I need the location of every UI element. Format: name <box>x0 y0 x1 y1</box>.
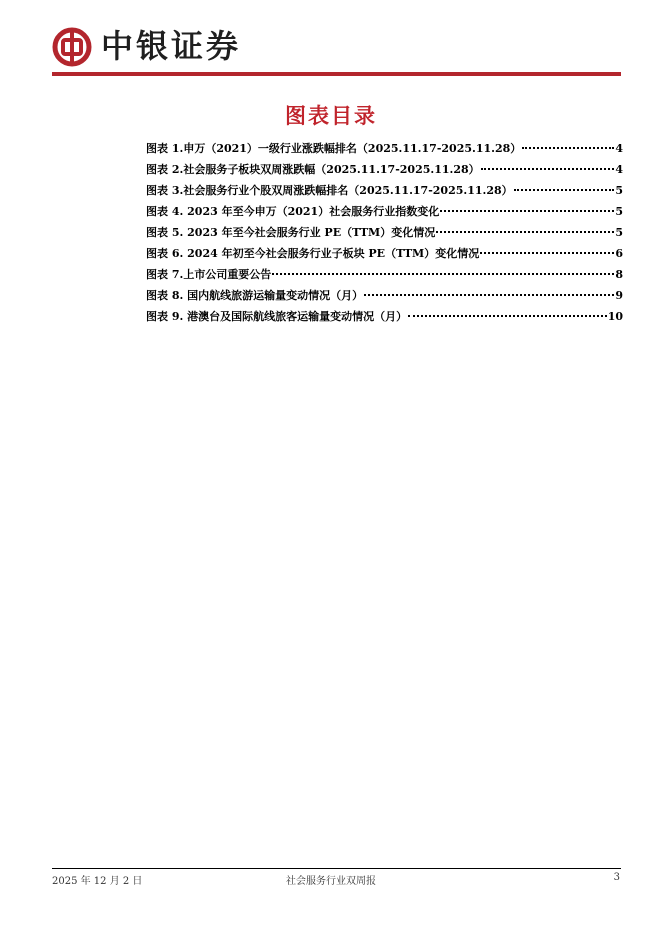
page-title: 图表目录 <box>285 104 377 128</box>
toc-entry-page: 8 <box>615 268 623 281</box>
toc-leader-dots <box>436 219 614 233</box>
toc-entry-label: 图表 5. 2023 年至今社会服务行业 PE（TTM）变化情况 <box>146 226 436 239</box>
toc-leader-dots <box>522 135 614 149</box>
toc-entry-page: 5 <box>615 205 623 218</box>
footer-report-name: 社会服务行业双周报 <box>286 876 376 887</box>
brand-name: 中银证券 <box>101 27 242 65</box>
toc-entry-page: 4 <box>615 142 623 155</box>
toc-leader-dots <box>272 261 614 275</box>
footer-date: 2025 年 12 月 2 日 <box>52 876 143 887</box>
bank-of-china-logo-icon <box>52 27 92 67</box>
toc-leader-dots <box>364 282 614 296</box>
toc-entry-page: 4 <box>615 163 623 176</box>
toc-entry-page: 9 <box>615 289 623 302</box>
footer-divider <box>52 868 621 869</box>
toc-leader-dots <box>514 177 615 191</box>
toc-leader-dots <box>481 156 615 170</box>
page-header <box>0 0 662 80</box>
footer-page-number: 3 <box>613 872 620 883</box>
toc-entry-page: 5 <box>615 226 623 239</box>
toc-leader-dots <box>440 198 614 212</box>
toc-entry-label: 图表 2.社会服务子板块双周涨跌幅（2025.11.17-2025.11.28） <box>146 163 480 176</box>
toc-entry-label: 图表 7.上市公司重要公告 <box>146 268 272 281</box>
toc-entry-label: 图表 9. 港澳台及国际航线旅客运输量变动情况（月） <box>146 310 408 323</box>
toc-entry-label: 图表 4. 2023 年至今申万（2021）社会服务行业指数变化 <box>146 205 440 218</box>
header-divider <box>52 72 621 76</box>
toc-entry-label: 图表 6. 2024 年初至今社会服务行业子板块 PE（TTM）变化情况 <box>146 247 480 260</box>
toc-entry-label: 图表 8. 国内航线旅游运输量变动情况（月） <box>146 289 364 302</box>
toc-entry-page: 5 <box>615 184 623 197</box>
toc-entry-page: 6 <box>615 247 623 260</box>
toc-leader-dots <box>408 303 607 317</box>
toc-entry-label: 图表 3.社会服务行业个股双周涨跌幅排名（2025.11.17-2025.11.28） <box>146 184 513 197</box>
toc-leader-dots <box>480 240 614 254</box>
toc-entry-label: 图表 1.申万（2021）一级行业涨跌幅排名（2025.11.17-2025.11.28） <box>146 142 522 155</box>
toc-entry-page: 10 <box>607 310 623 323</box>
table-of-figures <box>146 138 623 327</box>
toc-entry[interactable] <box>146 306 623 327</box>
